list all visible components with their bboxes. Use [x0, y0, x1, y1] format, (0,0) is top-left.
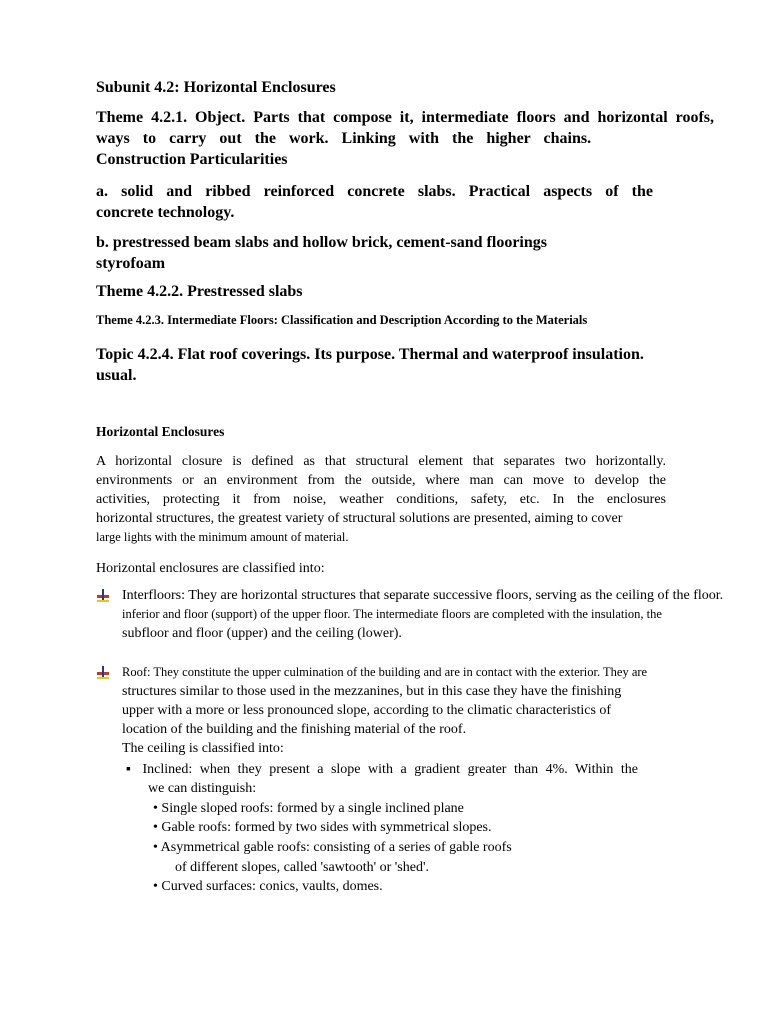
- subunit-heading: Subunit 4.2: Horizontal Enclosures: [96, 79, 336, 96]
- item-b-heading: b. prestressed beam slabs and hollow brick, cement-sand floorings styrofoam: [96, 234, 547, 272]
- theme-422-heading: Theme 4.2.2. Prestressed slabs: [96, 283, 303, 300]
- inclined-item-continued: we can distinguish:: [148, 781, 257, 796]
- item-a-heading: a. solid and ribbed reinforced concrete slabs. Practical aspects of the concrete technology.: [96, 183, 653, 221]
- curved-surfaces-item: • Curved surfaces: conics, vaults, domes.: [153, 879, 383, 894]
- inclined-item: ▪ Inclined: when they present a slope with a gradient greater than 4%. Within the: [126, 762, 638, 777]
- asymmetrical-gable-item-continued: of different slopes, called 'sawtooth' or 'shed'.: [175, 860, 429, 875]
- topic-424-heading: Topic 4.2.4. Flat roof coverings. Its purpose. Thermal and waterproof insulation. usual.: [96, 346, 644, 384]
- arrow-down-plus-icon: [96, 589, 110, 603]
- intro-paragraph: A horizontal closure is defined as that structural element that separates two horizontally. environments or an environment from the outside, where man can move to develop the activities, protecting it from noise, weather conditions, safety, etc. In the enclosures horizontal structures, the greatest variety of structural solutions are presented, aiming to cover large lights with the minimum amount of material.: [96, 454, 666, 544]
- arrow-down-plus-icon: [96, 666, 110, 680]
- classified-into-text: Horizontal enclosures are classified into:: [96, 561, 325, 576]
- section-title: Horizontal Enclosures: [96, 424, 225, 439]
- theme-421-heading: Theme 4.2.1. Object. Parts that compose it, intermediate floors and horizontal roofs, ways to carry out the work. Linking with the higher chains. Construction Particularities: [96, 109, 714, 168]
- single-sloped-item: • Single sloped roofs: formed by a single inclined plane: [153, 801, 464, 816]
- roof-item: Roof: They constitute the upper culmination of the building and are in contact with the exterior. They are structures similar to those used in the mezzanines, but in this case they have the finishing upper with a more or less pronounced slope, according to the climatic characteristics of location of the building and the finishing material of the roof. The ceiling is classified into:: [122, 665, 648, 756]
- theme-423-heading: Theme 4.2.3. Intermediate Floors: Classification and Description According to the Materials: [96, 313, 588, 327]
- interfloors-item: Interfloors: They are horizontal structures that separate successive floors, serving as the ceiling of the floor. inferior and floor (support) of the upper floor. The intermediate floors are completed with the insulation, the subfloor and floor (upper) and the ceiling (lower).: [122, 588, 724, 641]
- asymmetrical-gable-item: • Asymmetrical gable roofs: consisting of a series of gable roofs: [153, 840, 512, 855]
- gable-item: • Gable roofs: formed by two sides with symmetrical slopes.: [153, 820, 492, 835]
